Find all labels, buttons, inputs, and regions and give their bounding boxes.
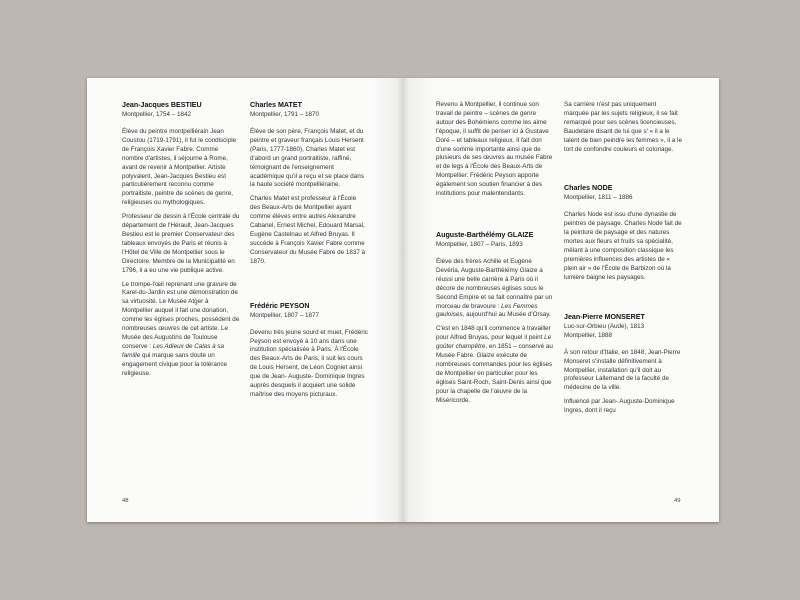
artist-dates-monseret: Luc-sur-Orbieu (Aude), 1813	[564, 322, 645, 330]
artist-dates-peyson: Montpellier, 1807 – 1877	[250, 311, 319, 319]
artist-dates-glaize: Montpellier, 1807 – Paris, 1893	[436, 240, 523, 248]
artist-dates-node: Montpellier, 1811 – 1886	[564, 194, 633, 202]
peyson-paragraph-2: Revenu à Montpellier, il continue son travail de peintre – scènes de genre autour des Bohémiens comme les aime l'époque, il suffit de penser ici à Gustave Doré – et tableaux religieux. Il fait don d'une somme importante ainsi que de plusieurs de ses œuvres au musée Fabre et de legs à l'École des Beaux-Arts de Montpellier. Frédéric Peyson apporte également son soutien financier à des institutions pour malentendants.	[436, 101, 553, 198]
left-column-2	[250, 101, 368, 405]
book-spine	[397, 78, 409, 522]
monseret-paragraph-1: À son retour d'Italie, en 1848, Jean-Pierre Monseret s'installe définitivement à Montpellier, installation qu'il doit au professeur Lallemand de la faculté de médecine de la ville.	[564, 348, 681, 392]
page-number-left: 48	[122, 498, 129, 504]
node-paragraph-1: Charles Node est issu d'une dynastie de peintres de paysage. Charles Node fait de la peinture de paysage et des natures mortes aux fleurs et fruits sa spécialité, mêlant à une composition classique les premières influences des artistes de « plein air » de l'École de Barbizon où la lumière baigne les paysages.	[564, 211, 682, 281]
matet-paragraph-1: Élève de son père, François Matet, et du peintre et graveur français Louis Hersent (Paris, 1777-1860), Charles Matet est d'abord un grand portraitiste, raffiné, témoignant de l'enseignement académique qu'il a reçu et se place dans la haute société montpelliéraine.	[250, 128, 364, 189]
glaize-paragraph-1	[436, 258, 554, 320]
glaize-paragraph-3: Sa carrière n'est pas uniquement marquée par les sujets religieux, il se fait remarqué pour ses scènes licencieuses, Baudelaire disant de lui que s' « il a le talent de bien peindre les femmes », il a le tort de confondre couleurs et coloriage.	[564, 101, 682, 153]
peyson-paragraph-1: Devenu très jeune sourd et muet, Frédéric Peyson est envoyé à 10 ans dans une institution spécialisée à Paris. À l'École des Beaux-Arts de Paris, il suit les cours de Louis Hersent, de Léon Cogniet ainsi que de Jean- Auguste- Dominique Ingres auprès desquels il acquiert une solide maîtrise des moyens picturaux.	[250, 328, 368, 398]
artist-name-peyson: Frédéric PEYSON	[250, 301, 310, 310]
artist-name-bestieu: Jean-Jacques BESTIEU	[122, 101, 202, 109]
glaize-paragraph-2-end: , en 1851 – conservé au Musée Fabre. Glaize exécute de nombreuses commandes pour les églises de Montpellier en particulier pour les églises Saint-Roch, Saint-Denis ainsi que pour la chapelle de l'œuvre de la Miséricorde.	[436, 343, 553, 404]
artist-name-node: Charles NODE	[564, 184, 613, 193]
glaize-paragraph-1-end: , aujourd'hui au Musée d'Orsay.	[462, 311, 551, 319]
right-column-2	[564, 101, 682, 421]
glaize-paragraph-2	[436, 325, 554, 405]
work-title-adieux-calas: Les Adieux de Calas à sa famille	[122, 342, 224, 359]
glaize-paragraph-1-text: Élève des frères Achille et Eugène Devéria, Auguste-Barthélémy Glaize a réussi une belle carrière à Paris où il décore de nombreuses églises sous le Second Empire et se fait connaître par un morceau de bravoure :	[436, 257, 553, 310]
bestieu-paragraph-3-end: qui marque sans doute un engagement civique pour la tolérance religieuse.	[122, 351, 228, 377]
work-title-gouter-champetre: Le goûter champêtre	[436, 334, 552, 351]
artist-dates-monseret-2: Montpellier, 1888	[564, 331, 612, 339]
bestieu-paragraph-2: Professeur de dessin à l'École centrale du département de l'Hérault, Jean-Jacques Bestieu est le premier Conservateur des tableaux envoyés de Paris et réunis à l'Hôtel de Ville de Montpellier sous le Directoire. Membre de la Municipalité en 1796, il a eu une vie publique active.	[122, 213, 240, 274]
artist-name-glaize: Auguste-Barthélémy GLAIZE	[436, 230, 534, 239]
page-number-right: 49	[674, 498, 681, 504]
left-page	[87, 78, 403, 522]
monseret-paragraph-2: Influencé par Jean- Auguste-Dominique Ingres, dont il reçu	[564, 398, 675, 415]
artist-dates-bestieu: Montpellier, 1754 – 1842	[122, 111, 191, 118]
work-title-femmes-gauloises: Les Femmes gauloises	[436, 302, 538, 319]
right-column-1	[436, 101, 554, 410]
matet-paragraph-2: Charles Matet est professeur à l'École des Beaux-Arts de Montpellier ayant comme élèves entre autres Alexandre Cabanel, Ernest Michel, Edouard Marsal, Eugène Castelnau et Alfred Bruyas. Il succède à François Xavier Fabre comme Conservateur du Musée Fabre de 1837 à 1870.	[250, 195, 366, 265]
left-column-1	[122, 101, 240, 383]
open-book	[87, 78, 719, 522]
glaize-paragraph-2-text: C'est en 1848 qu'il commence à travailler pour Alfred Bruyas, pour lequel il peint	[436, 325, 551, 342]
bestieu-paragraph-1: Élève du peintre montpelliérain Jean Coustou (1719-1791), il fut le condisciple de François Xavier Fabre. Comme nombre d'artistes, il séjourne à Rome, avant de revenir à Montpellier. Artiste polyvalent, Jean-Jacques Bestieu est particulièrement reconnu comme portraitiste, peintre de scènes de genre, religieuses ou mythologiques.	[122, 128, 237, 207]
artist-dates-matet: Montpellier, 1791 – 1870	[250, 111, 319, 118]
bestieu-paragraph-3-text: Le trompe-l'œil reprenant une gravure de Karel-du-Jardin est une démonstration de sa virtuosité. Le Musée Atger à Montpellier auquel il fait une donation, comme les églises proches, possèdent de nombreuses œuvres de cet artiste. Le Musée des Augustins de Toulouse conserve :	[122, 280, 240, 350]
artist-name-matet: Charles MATET	[250, 101, 302, 109]
bestieu-paragraph-3	[122, 281, 240, 379]
artist-name-monseret: Jean-Pierre MONSERET	[564, 312, 645, 321]
right-page	[403, 78, 719, 522]
